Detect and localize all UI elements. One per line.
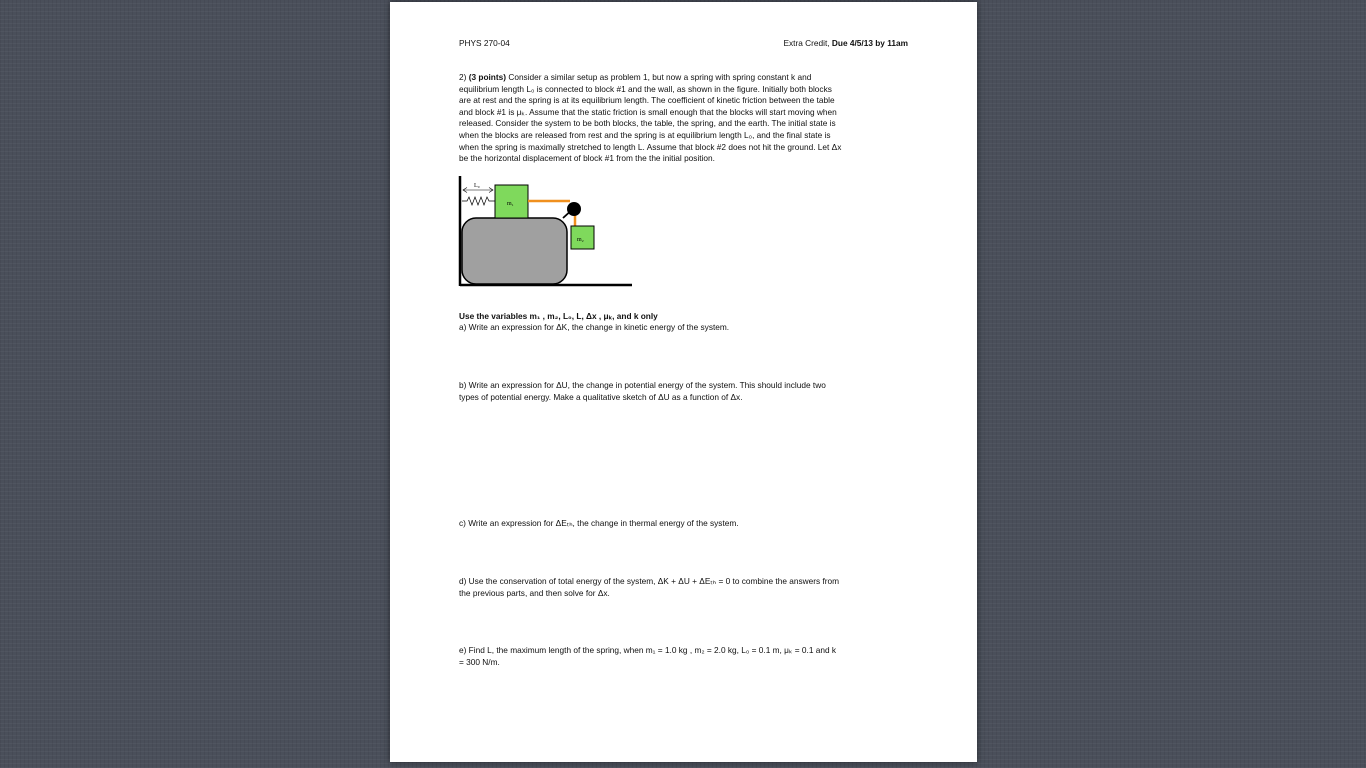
question-d-line: d) Use the conservation of total energy of the system, ΔK + ΔU + ΔEₜₕ = 0 to combine the answers from xyxy=(459,576,840,586)
question-a: a) Write an expression for ΔK, the change in kinetic energy of the system. xyxy=(459,322,730,332)
table xyxy=(462,218,567,284)
problem-line: released. Consider the system to be both blocks, the table, the spring, and the earth. The initial state is xyxy=(459,118,836,129)
spring-length-label: L₀ xyxy=(474,183,480,189)
question-b-line: types of potential energy. Make a qualitative sketch of ΔU as a function of Δx. xyxy=(459,391,743,402)
due-date-header xyxy=(783,38,908,50)
question-b xyxy=(459,380,909,403)
question-e-line: = 300 N/m. xyxy=(459,656,500,667)
variables-instruction: Use the variables m₁ , m₂, L₀, L, Δx , μₖ, and k only xyxy=(459,311,658,321)
question-c: c) Write an expression for ΔEₜₕ, the change in thermal energy of the system. xyxy=(459,518,739,528)
question-d-line: the previous parts, and then solve for Δx. xyxy=(459,587,610,598)
due-date: Due 4/5/13 by 11am xyxy=(831,38,908,48)
problem-line: when the blocks are released from rest and the spring is at equilibrium length L₀, and the final state is xyxy=(459,129,831,140)
block-1-label: m₁ xyxy=(507,201,514,207)
assignment-label: Extra Credit, xyxy=(783,38,832,48)
problem-statement xyxy=(459,72,911,165)
problem-line xyxy=(459,72,911,84)
pulley xyxy=(567,202,581,216)
course-code: PHYS 270-04 xyxy=(459,38,510,48)
block-2-label: m₂ xyxy=(577,237,584,243)
document-page xyxy=(390,2,977,762)
problem-number: 2) xyxy=(459,72,469,82)
spring xyxy=(462,197,495,205)
question-d xyxy=(459,576,909,599)
problem-line: when the spring is maximally stretched to length L. Assume that block #2 does not hit the ground. Let Δx xyxy=(459,141,842,152)
problem-line: are at rest and the spring is at its equilibrium length. The coefficient of kinetic friction between the table xyxy=(459,95,835,106)
question-e xyxy=(459,645,909,668)
problem-line-text: Consider a similar setup as problem 1, but now a spring with spring constant k and xyxy=(506,72,812,82)
problem-line: equilibrium length L₀ is connected to block #1 and the wall, as shown in the figure. Initially both blocks xyxy=(459,83,832,94)
question-e-line: e) Find L, the maximum length of the spring, when m₁ = 1.0 kg , m₂ = 2.0 kg, L₀ = 0.1 m, μₖ = 0.1 and k xyxy=(459,645,837,655)
problem-line: and block #1 is μₖ. Assume that the static friction is small enough that the blocks will start moving when xyxy=(459,106,837,117)
problem-points: (3 points) xyxy=(468,72,507,82)
problem-line: be the horizontal displacement of block #1 from the the initial position. xyxy=(459,153,715,164)
question-b-line: b) Write an expression for ΔU, the change in potential energy of the system. This should include two xyxy=(459,380,826,390)
spring-block-figure xyxy=(457,174,637,292)
